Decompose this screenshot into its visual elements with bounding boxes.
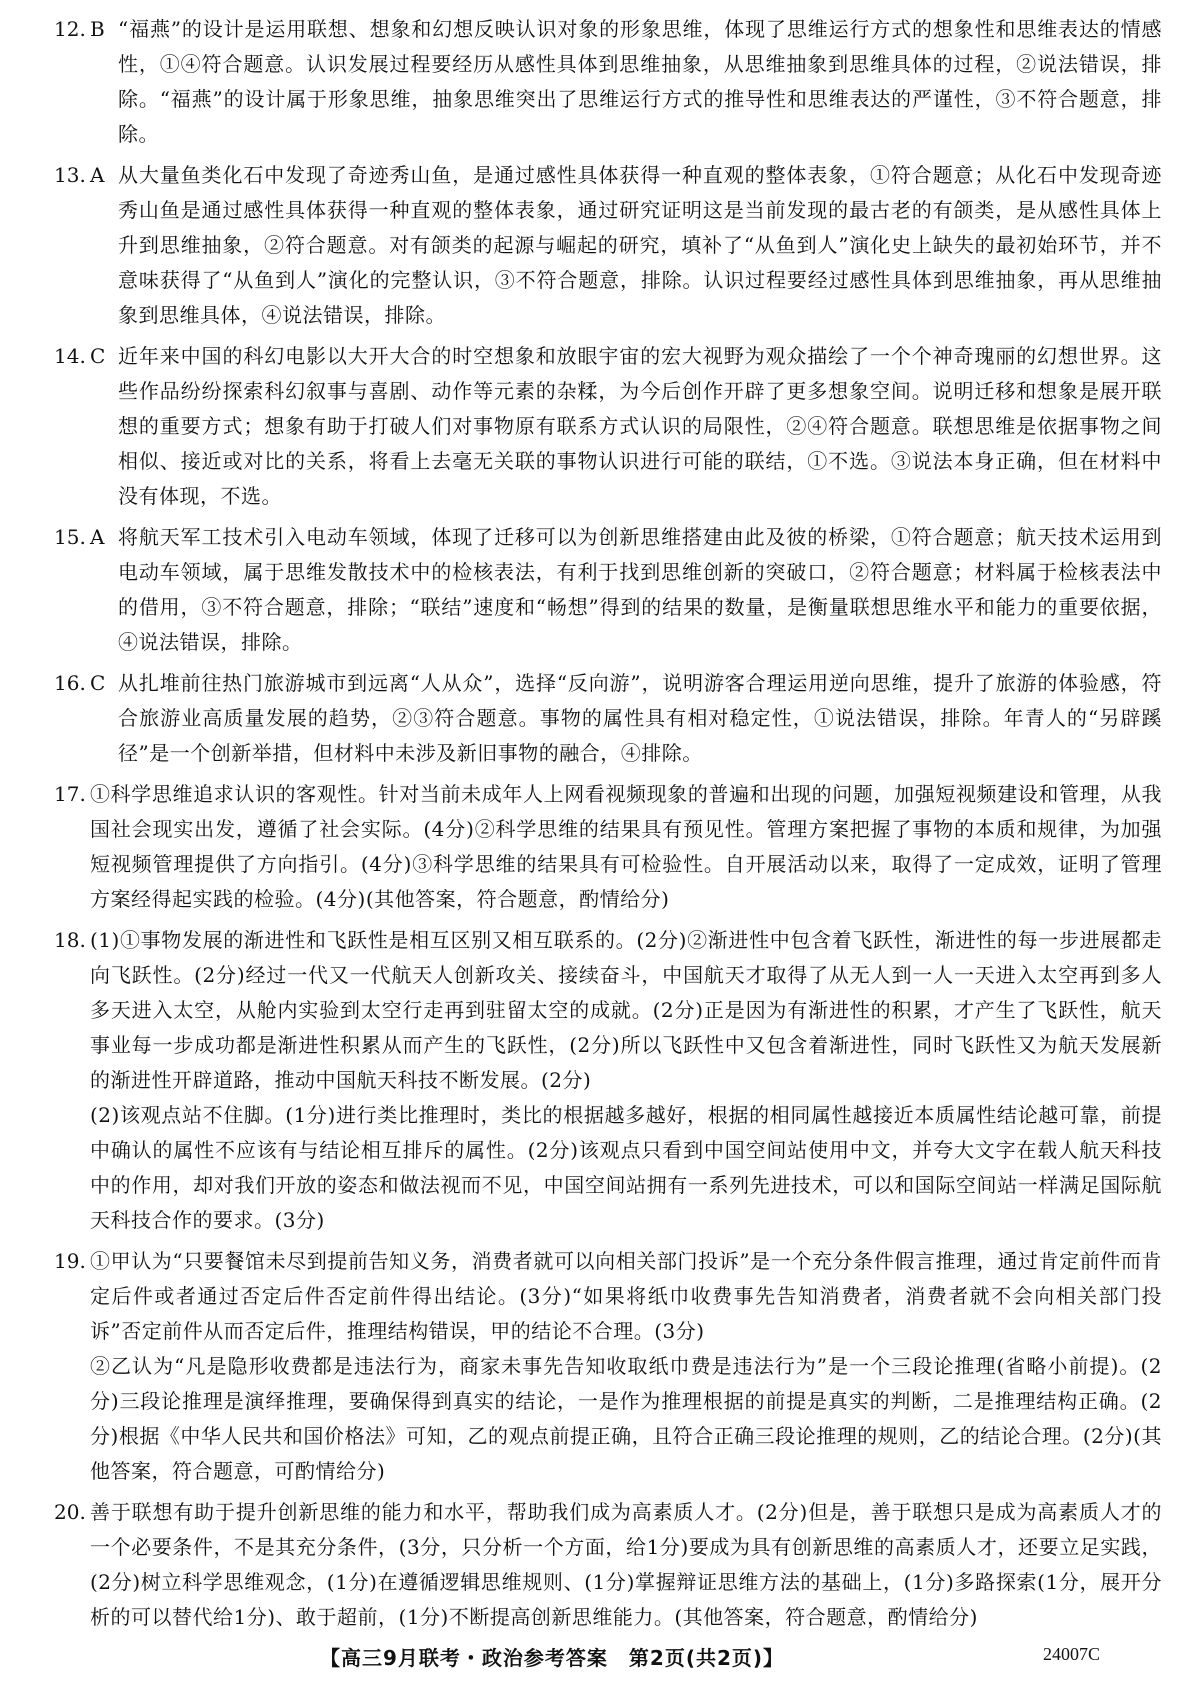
explanation bbox=[90, 923, 1162, 1238]
question-number: 16. bbox=[54, 671, 86, 695]
answer-item-17 bbox=[54, 777, 1162, 917]
answer-item-14 bbox=[54, 339, 1162, 514]
question-number: 18. bbox=[54, 928, 86, 952]
question-number: 14. bbox=[54, 344, 86, 368]
choice-answer: C bbox=[90, 671, 106, 695]
choice-answer: A bbox=[90, 163, 105, 187]
explanation bbox=[118, 12, 1162, 152]
explanation-paragraph: ①甲认为“只要餐馆未尽到提前告知义务，消费者就可以向相关部门投诉”是一个充分条件假言推理，通过肯定前件而肯定后件或者通过否定后件否定前件得出结论。(3分)“如果将纸巾收费事先告知消费者，消费者就不会向相关部门投诉”否定前件从而否定后件，推理结构错误，甲的结论不合理。(3分) bbox=[90, 1249, 1162, 1343]
explanation-paragraph: 将航天军工技术引入电动车领域，体现了迁移可以为创新思维搭建由此及彼的桥梁，①符合题意；航天技术运用到电动车领域，属于思维发散技术中的检核表法，有利于找到思维创新的突破口，②符合题意；材料属于检核表法中的借用，③不符合题意，排除；“联结”速度和“畅想”得到的结果的数量，是衡量联想思维水平和能力的重要依据，④说法错误，排除。 bbox=[118, 525, 1162, 654]
explanation-paragraph: ①科学思维追求认识的客观性。针对当前未成年人上网看视频现象的普遍和出现的问题，加强短视频建设和管理，从我国社会现实出发，遵循了社会实际。(4分)②科学思维的结果具有预见性。管理方案把握了事物的本质和规律，为加强短视频管理提供了方向指引。(4分)③科学思维的结果具有可检验性。自开展活动以来，取得了一定成效，证明了管理方案经得起实践的检验。(4分)(其他答案，符合题意，酌情给分) bbox=[90, 782, 1162, 911]
choice-answer: A bbox=[90, 525, 105, 549]
answer-page bbox=[54, 12, 1162, 1635]
document-code: 24007C bbox=[1043, 1644, 1101, 1664]
question-number: 20. bbox=[54, 1500, 86, 1524]
choice-answer: C bbox=[90, 344, 106, 368]
answer-item-12 bbox=[54, 12, 1162, 152]
answer-item-13 bbox=[54, 158, 1162, 333]
explanation bbox=[90, 1244, 1162, 1489]
answer-item-16 bbox=[54, 666, 1162, 771]
page-footer bbox=[0, 1642, 1200, 1682]
question-number: 12. bbox=[54, 17, 86, 41]
explanation-paragraph: 近年来中国的科幻电影以大开大合的时空想象和放眼宇宙的宏大视野为观众描绘了一个个神奇瑰丽的幻想世界。这些作品纷纷探索科幻叙事与喜剧、动作等元素的杂糅，为今后创作开辟了更多想象空间。说明迁移和想象是展开联想的重要方式；想象有助于打破人们对事物原有联系方式认识的局限性，②④符合题意。联想思维是依据事物之间相似、接近或对比的关系，将看上去毫无关联的事物认识进行可能的联结，①不选。③说法本身正确，但在材料中没有体现，不选。 bbox=[118, 344, 1162, 508]
answer-item-15 bbox=[54, 520, 1162, 660]
explanation-paragraph: (1)①事物发展的渐进性和飞跃性是相互区别又相互联系的。(2分)②渐进性中包含着飞跃性，渐进性的每一步进展都走向飞跃性。(2分)经过一代又一代航天人创新攻关、接续奋斗，中国航天才取得了从无人到一人一天进入太空再到多人多天进入太空，从舱内实验到太空行走再到驻留太空的成就。(2分)正是因为有渐进性的积累，才产生了飞跃性，航天事业每一步成功都是渐进性积累从而产生的飞跃性，(2分)所以飞跃性中又包含着渐进性，同时飞跃性又为航天发展新的渐进性开辟道路，推动中国航天科技不断发展。(2分) bbox=[90, 928, 1162, 1092]
explanation bbox=[118, 520, 1162, 660]
footer-title: 【高三9月联考・政治参考答案 第2页(共2页)】 bbox=[320, 1646, 785, 1670]
question-number: 13. bbox=[54, 163, 86, 187]
explanation bbox=[90, 1495, 1162, 1635]
answer-item-20 bbox=[54, 1495, 1162, 1635]
explanation-paragraph: ②乙认为“凡是隐形收费都是违法行为，商家未事先告知收取纸巾费是违法行为”是一个三段论推理(省略小前提)。(2分)三段论推理是演绎推理，要确保得到真实的结论，一是作为推理根据的前提是真实的判断，二是推理结构正确。(2分)根据《中华人民共和国价格法》可知，乙的观点前提正确，且符合正确三段论推理的规则，乙的结论合理。(2分)(其他答案，符合题意，可酌情给分) bbox=[90, 1354, 1162, 1483]
explanation-paragraph: “福燕”的设计是运用联想、想象和幻想反映认识对象的形象思维，体现了思维运行方式的想象性和思维表达的情感性，①④符合题意。认识发展过程要经历从感性具体到思维抽象，从思维抽象到思维具体的过程，②说法错误，排除。“福燕”的设计属于形象思维，抽象思维突出了思维运行方式的推导性和思维表达的严谨性，③不符合题意，排除。 bbox=[118, 17, 1162, 146]
explanation-paragraph: (2)该观点站不住脚。(1分)进行类比推理时，类比的根据越多越好，根据的相同属性越接近本质属性结论越可靠，前提中确认的属性不应该有与结论相互排斥的属性。(2分)该观点只看到中国空间站使用中文，并夸大文字在载人航天科技中的作用，却对我们开放的姿态和做法视而不见，中国空间站拥有一系列先进技术，可以和国际空间站一样满足国际航天科技合作的要求。(3分) bbox=[90, 1103, 1162, 1232]
explanation bbox=[118, 339, 1162, 514]
question-number: 15. bbox=[54, 525, 86, 549]
explanation-paragraph: 从大量鱼类化石中发现了奇迹秀山鱼，是通过感性具体获得一种直观的整体表象，①符合题意；从化石中发现奇迹秀山鱼是通过感性具体获得一种直观的整体表象，通过研究证明这是当前发现的最古老的有颌类，是从感性具体上升到思维抽象，②符合题意。对有颌类的起源与崛起的研究，填补了“从鱼到人”演化史上缺失的最初始环节，并不意味获得了“从鱼到人”演化的完整认识，③不符合题意，排除。认识过程要经过感性具体到思维抽象，再从思维抽象到思维具体，④说法错误，排除。 bbox=[118, 163, 1162, 327]
choice-answer: B bbox=[90, 17, 105, 41]
question-number: 19. bbox=[54, 1249, 86, 1273]
question-number: 17. bbox=[54, 782, 86, 806]
explanation bbox=[90, 777, 1162, 917]
explanation bbox=[118, 158, 1162, 333]
explanation-paragraph: 从扎堆前往热门旅游城市到远离“人从众”，选择“反向游”，说明游客合理运用逆向思维，提升了旅游的体验感，符合旅游业高质量发展的趋势，②③符合题意。事物的属性具有相对稳定性，①说法错误，排除。年青人的“另辟蹊径”是一个创新举措，但材料中未涉及新旧事物的融合，④排除。 bbox=[118, 671, 1162, 765]
answer-item-19 bbox=[54, 1244, 1162, 1489]
explanation bbox=[118, 666, 1162, 771]
answer-item-18 bbox=[54, 923, 1162, 1238]
explanation-paragraph: 善于联想有助于提升创新思维的能力和水平，帮助我们成为高素质人才。(2分)但是，善于联想只是成为高素质人才的一个必要条件，不是其充分条件，(3分，只分析一个方面，给1分)要成为具有创新思维的高素质人才，还要立足实践，(2分)树立科学思维观念，(1分)在遵循逻辑思维规则、(1分)掌握辩证思维方法的基础上，(1分)多路探索(1分，展开分析的可以替代给1分)、敢于超前，(1分)不断提高创新思维能力。(其他答案，符合题意，酌情给分) bbox=[90, 1500, 1162, 1629]
